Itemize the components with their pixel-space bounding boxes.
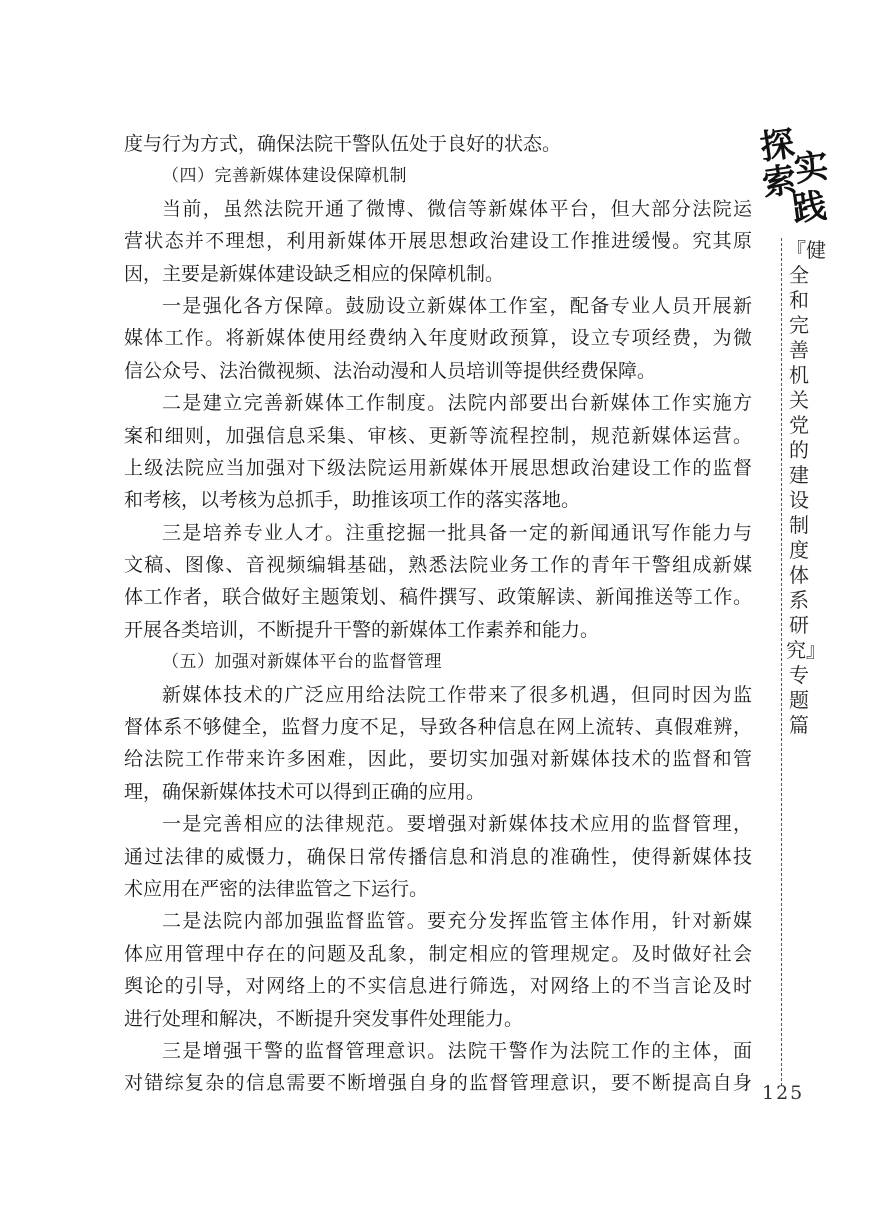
- paragraph-line: 因，主要是新媒体建设缺乏相应的保障机制。: [124, 262, 505, 285]
- paragraph-line: 信公众号、法治微视频、法治动漫和人员培训等提供经费保障。: [124, 359, 657, 382]
- paragraph-line: 理，确保新媒体技术可以得到正确的应用。: [124, 780, 486, 803]
- paragraph-line: 一是完善相应的法律规范。要增强对新媒体技术应用的监督管理，: [162, 813, 752, 836]
- paragraph-line: 督体系不够健全，监督力度不足，导致各种信息在网上流转、真假难辨，: [124, 716, 752, 739]
- paragraph-line: 进行处理和解决，不断提升突发事件处理能力。: [124, 1007, 524, 1030]
- section-logo: [757, 118, 832, 231]
- paragraph-line: 度与行为方式，确保法院干警队伍处于良好的状态。: [124, 133, 562, 155]
- section-heading-5: （五）加强对新媒体平台的监督管理: [162, 652, 442, 673]
- paragraph-line: 对错综复杂的信息需要不断增强自身的监督管理意识，要不断提高自身: [124, 1072, 752, 1095]
- series-title: 『健全和完善机关党的建设制度体系研究』专题篇: [786, 238, 826, 737]
- paragraph-line: 媒体工作。将新媒体使用经费纳入年度财政预算，设立专项经费，为微: [124, 327, 752, 350]
- paragraph-line: 新媒体技术的广泛应用给法院工作带来了很多机遇，但同时因为监: [162, 683, 752, 706]
- sidebar-divider: [781, 238, 782, 1086]
- paragraph-line: 营状态并不理想，利用新媒体开展思想政治建设工作推进缓慢。究其原: [124, 230, 752, 253]
- paragraph-line: 文稿、图像、音视频编辑基础，熟悉法院业务工作的青年干警组成新媒: [124, 554, 752, 577]
- paragraph-line: 通过法律的威慑力，确保日常传播信息和消息的准确性，使得新媒体技: [124, 845, 752, 868]
- logo-char: 践: [789, 185, 830, 231]
- paragraph-line: 一是强化各方保障。鼓励设立新媒体工作室，配备专业人员开展新: [162, 294, 752, 317]
- paragraph-line: 体应用管理中存在的问题及乱象，制定相应的管理规定。及时做好社会: [124, 942, 752, 965]
- paragraph-line: 三是增强干警的监督管理意识。法院干警作为法院工作的主体，面: [162, 1039, 752, 1062]
- paragraph-line: 体工作者，联合做好主题策划、稿件撰写、政策解读、新闻推送等工作。: [124, 586, 752, 609]
- logo-char: 探: [757, 123, 798, 169]
- paragraph-line: 和考核，以考核为总抓手，助推该项工作的落实落地。: [124, 489, 581, 512]
- paragraph-line: 当前，虽然法院开通了微博、微信等新媒体平台，但大部分法院运: [162, 197, 752, 220]
- logo-char: 实: [791, 145, 832, 191]
- paragraph-line: 三是培养专业人才。注重挖掘一批具备一定的新闻通讯写作能力与: [162, 521, 752, 544]
- paragraph-line: 给法院工作带来许多困难，因此，要切实加强对新媒体技术的监督和管: [124, 748, 752, 771]
- logo-char: 索: [759, 159, 800, 205]
- paragraph-line: 二是法院内部加强监督监管。要充分发挥监管主体作用，针对新媒: [162, 910, 752, 933]
- paragraph-line: 上级法院应当加强对下级法院运用新媒体开展思想政治建设工作的监督: [124, 456, 752, 479]
- body-text: [124, 128, 752, 1100]
- page-number: 125: [762, 1082, 805, 1104]
- paragraph-line: 术应用在严密的法律监管之下运行。: [124, 877, 429, 900]
- paragraph-line: 开展各类培训，不断提升干警的新媒体工作素养和能力。: [124, 618, 600, 641]
- paragraph-line: 二是建立完善新媒体工作制度。法院内部要出台新媒体工作实施方: [162, 392, 752, 415]
- paragraph-line: 舆论的引导，对网络上的不实信息进行筛选，对网络上的不当言论及时: [124, 975, 752, 998]
- paragraph-line: 案和细则，加强信息采集、审核、更新等流程控制，规范新媒体运营。: [124, 424, 752, 447]
- section-heading-4: （四）完善新媒体建设保障机制: [162, 166, 407, 187]
